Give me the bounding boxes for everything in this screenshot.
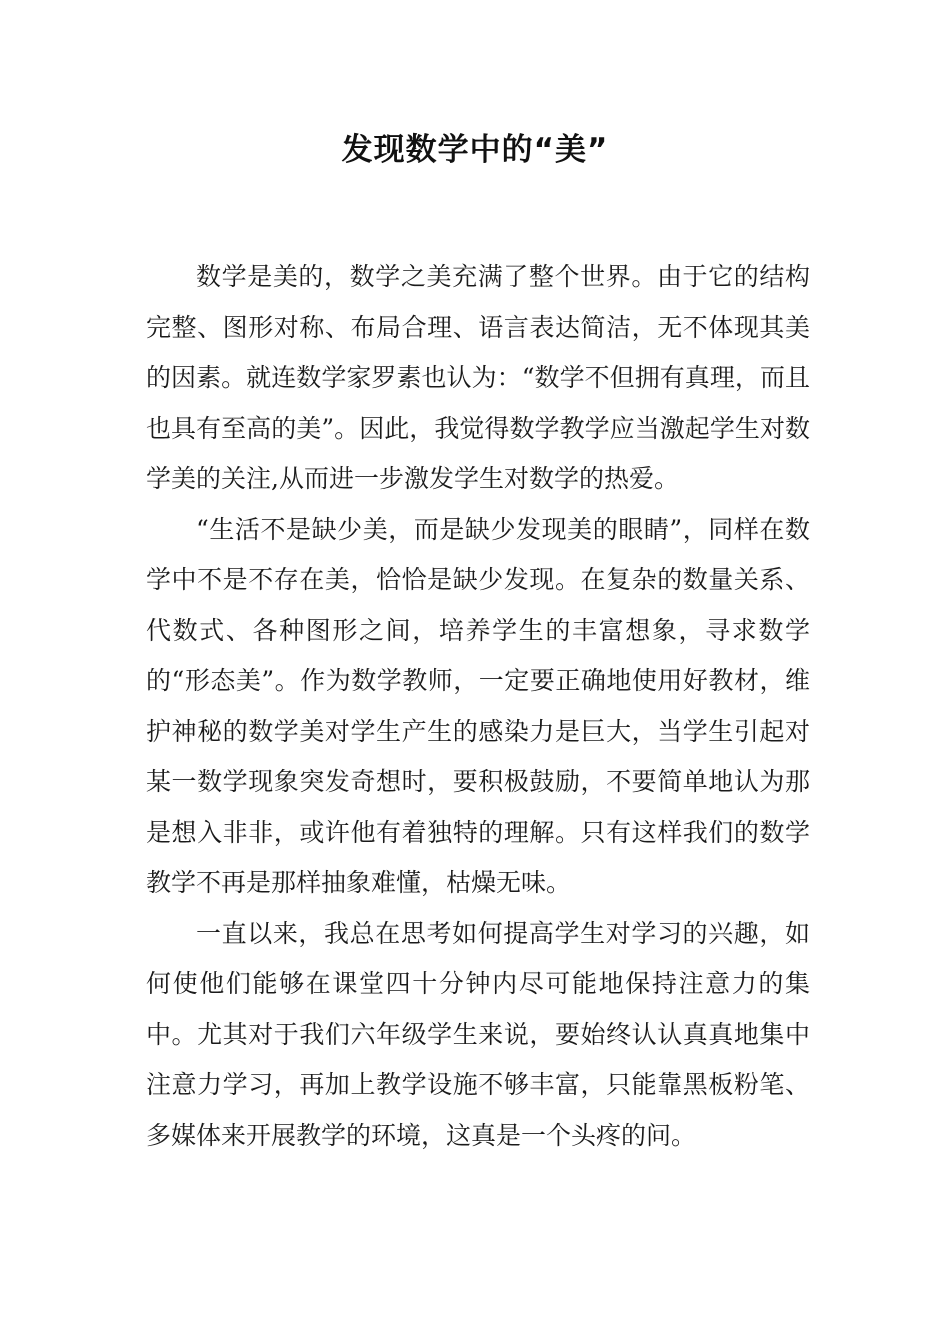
document-title: 发现数学中的“美” [341,132,609,168]
paragraph-1: 数学是美的，数学之美充满了整个世界。由于它的结构完整、图形对称、布局合理、语言表达简洁，无不体现其美的因素。就连数学家罗素也认为：“数学不但拥有真理，而且也具有至高的美”。因此，我觉得数学教学应当激起学生对数学美的关注,从而进一步激发学生对数学的热爱。 [146,262,810,493]
paragraph-3: 一直以来，我总在思考如何提高学生对学习的兴趣，如何使他们能够在课堂四十分钟内尽可能地保持注意力的集中。尤其对于我们六年级学生来说，要始终认认真真地集中注意力学习，再加上教学设施不够丰富，只能靠黑板粉笔、多媒体来开展教学的环境，这真是一个头疼的问。 [146,918,810,1150]
paragraph-2: “生活不是缺少美，而是缺少发现美的眼睛”，同样在数学中不是不存在美，恰恰是缺少发现。在复杂的数量关系、代数式、各种图形之间，培养学生的丰富想象，寻求数学的“形态美”。作为数学教师，一定要正确地使用好教材，维护神秘的数学美对学生产生的感染力是巨大，当学生引起对某一数学现象突发奇想时，要积极鼓励，不要简单地认为那是想入非非，或许他有着独特的理解。只有这样我们的数学教学不再是那样抽象难懂，枯燥无味。 [146,514,810,897]
document-body [146,252,810,1161]
